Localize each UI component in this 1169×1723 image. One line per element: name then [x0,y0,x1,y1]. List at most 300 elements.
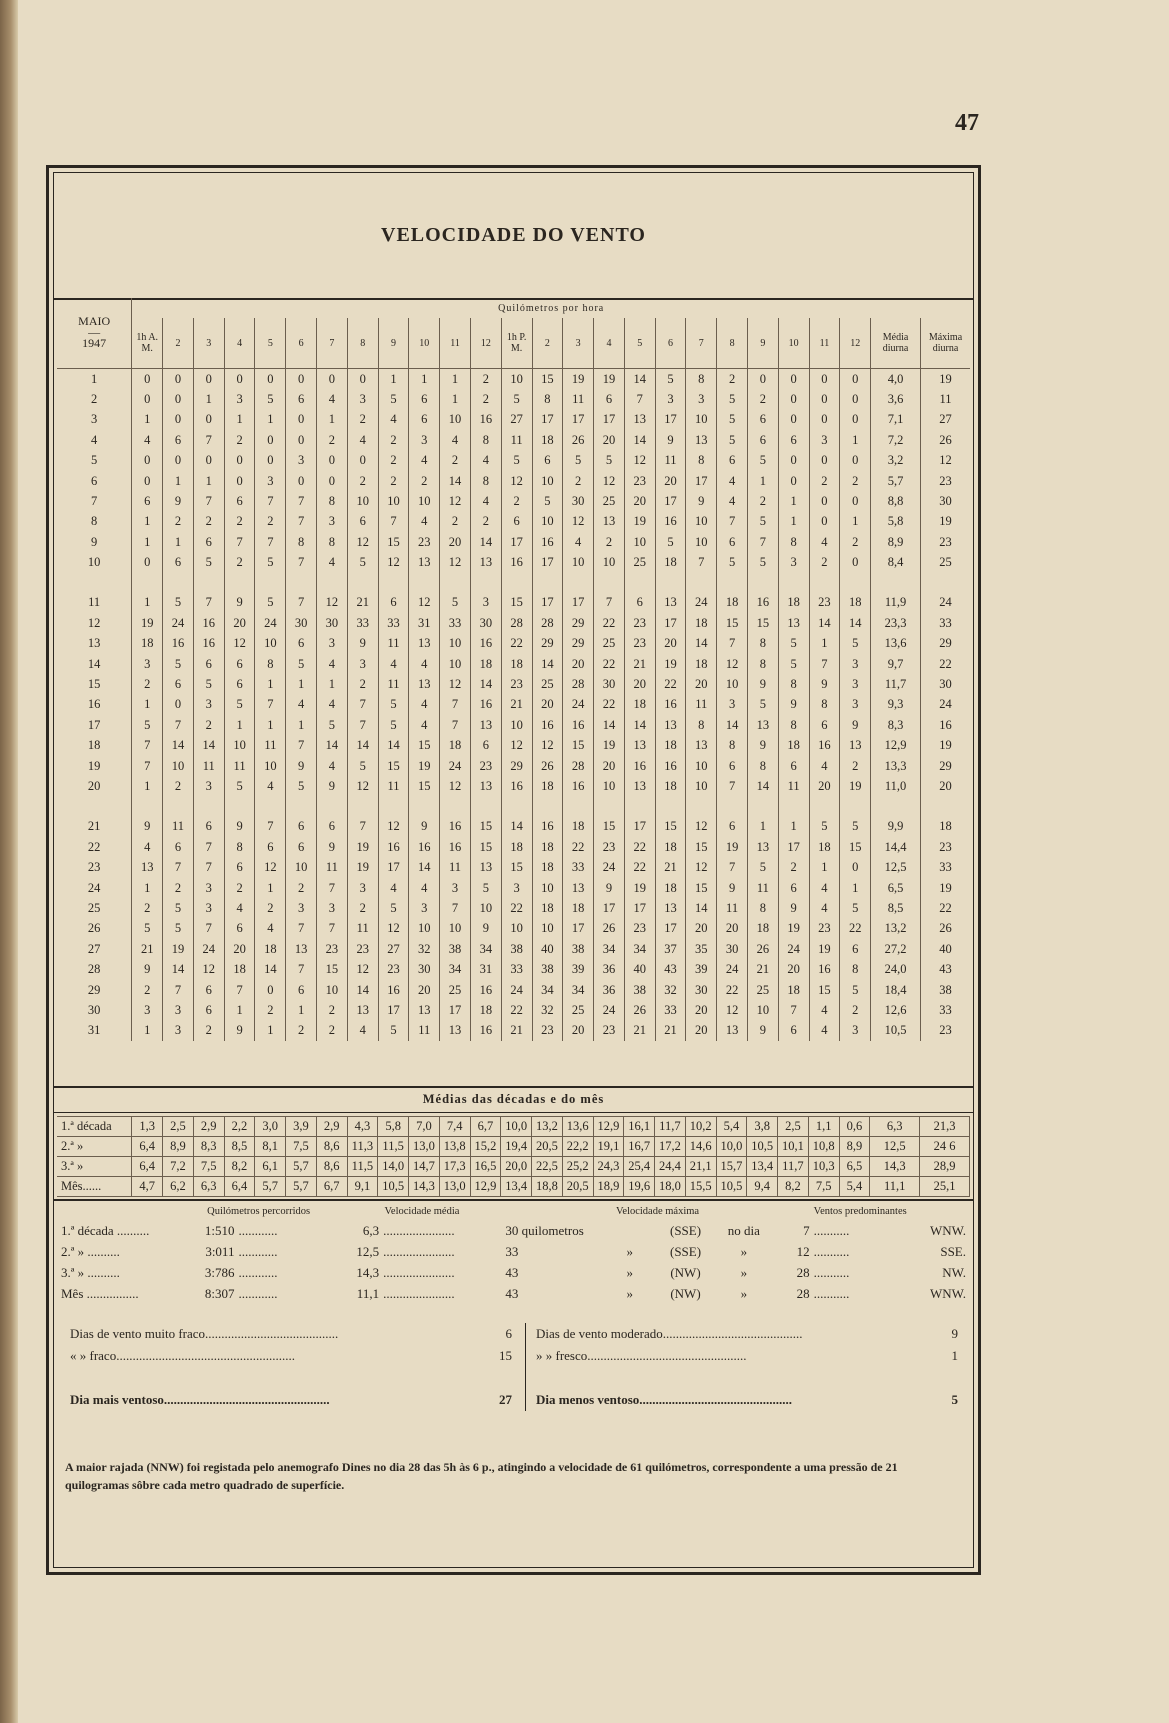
speed-cell: 17 [501,532,532,552]
speed-cell: 15 [378,532,409,552]
speed-cell: 4 [255,776,286,796]
decada-value: 10,5 [716,1177,747,1197]
table-row [57,756,970,776]
speed-cell: 7 [624,389,655,409]
speed-cell: 3 [409,430,440,450]
speed-cell: 29 [532,634,563,654]
speed-cell: 24 [163,613,194,633]
speed-cell: 34 [440,959,471,979]
speed-cell: 19 [594,736,625,756]
speed-cell: 18 [809,837,840,857]
speed-cell: 1 [132,1021,163,1041]
maxima-cell: 24 [920,695,970,715]
speed-cell: 10 [532,512,563,532]
speed-cell: 7 [255,695,286,715]
speed-cell: 23 [809,593,840,613]
speed-cell: 22 [501,898,532,918]
summary-dots1: ............ [238,1285,278,1301]
speed-cell: 2 [163,512,194,532]
speed-cell: 13 [624,410,655,430]
speed-cell: 0 [809,512,840,532]
speed-cell: 18 [470,654,501,674]
speed-cell: 13 [840,736,871,756]
decada-value: 8,2 [224,1157,255,1177]
speed-cell: 24 [563,695,594,715]
speed-cell: 0 [809,410,840,430]
speed-cell: 8 [470,471,501,491]
speed-cell: 6 [286,634,317,654]
speed-cell: 5 [747,857,778,877]
speed-cell: 1 [132,776,163,796]
speed-cell: 4 [378,410,409,430]
decada-value: 8,9 [163,1137,194,1157]
speed-cell: 5 [778,654,809,674]
speed-cell: 4 [286,695,317,715]
speed-cell: 24 [594,1000,625,1020]
speed-cell: 7 [193,593,224,613]
speed-cell: 14 [840,613,871,633]
maxima-cell: 38 [920,980,970,1000]
speed-cell: 13 [686,736,717,756]
speed-cell: 6 [532,450,563,470]
speed-cell: 16 [563,776,594,796]
speed-cell: 12 [501,471,532,491]
maxima-cell: 19 [920,878,970,898]
summary-dots1: ............ [238,1243,278,1259]
speed-cell: 15 [840,837,871,857]
speed-cell: 25 [747,980,778,1000]
decada-value: 18,0 [655,1177,686,1197]
speed-cell: 10 [440,410,471,430]
speed-cell: 11 [747,878,778,898]
speed-cell: 0 [809,491,840,511]
speed-cell: 9 [747,736,778,756]
speed-cell: 2 [840,471,871,491]
speed-cell: 7 [163,980,194,1000]
maxima-cell: 29 [920,756,970,776]
speed-cell: 12 [532,736,563,756]
speed-cell: 5 [440,593,471,613]
speed-cell: 10 [624,532,655,552]
speed-cell: 6 [747,410,778,430]
day-cell: 29 [87,982,101,997]
page-number: 47 [955,110,979,136]
media-cell: 11,9 [871,593,921,613]
speed-cell: 15 [409,776,440,796]
speed-cell: 16 [470,980,501,1000]
decada-value: 11,7 [655,1117,686,1137]
decada-value: 18,8 [532,1177,563,1197]
speed-cell: 17 [532,552,563,572]
speed-cell: 2 [286,878,317,898]
speed-cell: 22 [624,857,655,877]
speed-cell: 13 [717,1021,748,1041]
media-cell: 8,3 [871,715,921,735]
speed-cell: 13 [594,512,625,532]
speed-cell: 17 [532,410,563,430]
speed-cell: 34 [470,939,501,959]
speed-cell: 23 [624,634,655,654]
media-cell: 12,9 [871,736,921,756]
decada-value: 11,5 [378,1137,409,1157]
fraco-label: « » fraco....................................................... [70,1348,295,1363]
speed-cell: 18 [501,837,532,857]
speed-cell: 13 [132,857,163,877]
hour-header: 1h A. M. [132,318,163,368]
wind-speed-table [57,298,970,1041]
speed-cell: 10 [224,736,255,756]
decada-value: 4,7 [132,1177,163,1197]
speed-cell: 6 [224,654,255,674]
speed-cell: 18 [532,898,563,918]
summary-table [59,1202,968,1304]
speed-cell: 21 [747,959,778,979]
speed-cell: 8 [747,634,778,654]
speed-cell: 10 [686,410,717,430]
dias-table [69,1323,959,1411]
speed-cell: 9 [747,674,778,694]
decada-value: 8,6 [316,1157,347,1177]
decada-value: 13,4 [747,1157,778,1177]
speed-cell: 5 [840,980,871,1000]
hour-header: 5 [624,318,655,368]
speed-cell: 6 [594,389,625,409]
speed-cell: 4 [378,878,409,898]
footnote: A maior rajada (NNW) foi registada pelo anemografo Dines no dia 28 das 5h às 6 p., atingindo a velocidade de 61 quilómetros, correspondente a uma pressão de 21 quilogramas sôbre cada metro quadrado de superfície. [65,1460,898,1492]
speed-cell: 3 [193,695,224,715]
decadas-title: Médias das décadas e do mês [422,1092,605,1106]
hour-header: 8 [347,318,378,368]
speed-cell: 16 [809,736,840,756]
speed-cell: 4 [317,654,348,674]
speed-cell: 33 [563,857,594,877]
decada-value: 7,5 [193,1157,224,1177]
speed-cell: 12 [378,817,409,837]
speed-cell: 1 [286,715,317,735]
decada-value: 15,5 [685,1177,716,1197]
speed-cell: 16 [378,980,409,1000]
speed-cell: 33 [378,613,409,633]
speed-cell: 5 [347,756,378,776]
speed-cell: 7 [440,695,471,715]
summary-km: 3:011 [205,1243,235,1259]
summary-km: 3:786 [204,1264,235,1280]
speed-cell: 22 [717,980,748,1000]
speed-cell: 17 [532,593,563,613]
day-cell: 25 [87,900,101,915]
speed-cell: 18 [686,613,717,633]
speed-cell: 38 [440,939,471,959]
speed-cell: 5 [501,389,532,409]
speed-cell: 0 [809,450,840,470]
hour-header: 11 [440,318,471,368]
maxima-cell: 33 [920,1000,970,1020]
decada-value: 13,2 [532,1117,563,1137]
decada-value: 6,1 [255,1157,286,1177]
speed-cell: 0 [840,368,871,389]
muito-fraco-label: Dias de vento muito fraco......................................... [70,1326,339,1341]
speed-cell: 13 [624,776,655,796]
speed-cell: 34 [624,939,655,959]
speed-cell: 13 [409,634,440,654]
speed-cell: 7 [255,491,286,511]
speed-cell: 6 [840,939,871,959]
decada-value: 6,3 [870,1117,920,1137]
speed-cell: 19 [347,837,378,857]
speed-cell: 0 [193,450,224,470]
speed-cell: 17 [655,919,686,939]
speed-cell: 7 [286,736,317,756]
speed-cell: 3 [193,898,224,918]
summary-media: 6,3 [362,1222,380,1238]
speed-cell: 3 [132,654,163,674]
speed-cell: 14 [347,736,378,756]
speed-cell: 1 [809,857,840,877]
decada-value: 12,9 [593,1117,624,1137]
speed-cell: 10 [440,919,471,939]
speed-cell: 16 [440,817,471,837]
speed-cell: 21 [501,1021,532,1041]
maxima-diurna-header: Máxima diurna [920,318,970,368]
speed-cell: 0 [778,410,809,430]
speed-cell: 2 [409,471,440,491]
maxima-cell: 19 [920,368,970,389]
speed-cell: 1 [132,532,163,552]
speed-cell: 13 [747,715,778,735]
maxima-cell: 43 [920,959,970,979]
speed-cell: 7 [255,817,286,837]
day-cell: 16 [87,697,101,712]
speed-cell: 15 [655,817,686,837]
speed-cell: 13 [470,776,501,796]
speed-cell: 4 [409,695,440,715]
decada-value: 24 6 [920,1137,970,1157]
summary-max: 43 [505,1285,519,1301]
speed-cell: 5 [747,512,778,532]
decada-value: 16,1 [624,1117,655,1137]
ventos-header: Ventos predominantes [813,1205,907,1217]
table-row [57,837,970,857]
speed-cell: 9 [686,491,717,511]
speed-cell: 2 [809,471,840,491]
speed-cell: 23 [594,1021,625,1041]
speed-cell: 14 [686,634,717,654]
speed-cell: 19 [132,613,163,633]
speed-cell: 1 [163,532,194,552]
decada-value: 8,9 [839,1137,870,1157]
speed-cell: 0 [747,368,778,389]
speed-cell: 3 [193,878,224,898]
speed-cell: 12 [378,919,409,939]
speed-cell: 4 [809,756,840,776]
speed-cell: 0 [163,389,194,409]
speed-cell: 1 [255,1021,286,1041]
speed-cell: 1 [809,634,840,654]
speed-cell: 20 [686,1021,717,1041]
speed-cell: 1 [132,410,163,430]
media-cell: 27,2 [871,939,921,959]
speed-cell: 7 [686,552,717,572]
speed-cell: 12 [347,776,378,796]
decada-value: 3,0 [255,1117,286,1137]
speed-cell: 5 [778,634,809,654]
speed-cell: 5 [563,450,594,470]
decada-value: 1,1 [808,1117,839,1137]
table-row [57,817,970,837]
speed-cell: 10 [686,776,717,796]
speed-cell: 15 [717,613,748,633]
decada-value: 7,5 [286,1137,317,1157]
speed-cell: 10 [378,491,409,511]
table-row [57,634,970,654]
table-row [57,593,970,613]
media-cell: 9,7 [871,654,921,674]
speed-cell: 0 [163,450,194,470]
speed-cell: 7 [347,715,378,735]
summary-dia-lbl: » [740,1243,748,1259]
speed-cell: 30 [717,939,748,959]
speed-cell: 23 [501,674,532,694]
speed-cell: 14 [532,654,563,674]
fresco-value: 1 [951,1348,958,1363]
speed-cell: 10 [686,532,717,552]
speed-cell: 14 [470,674,501,694]
speed-cell: 10 [532,919,563,939]
speed-cell: 29 [563,634,594,654]
speed-cell: 16 [501,552,532,572]
spacer-row [57,573,970,593]
speed-cell: 6 [501,512,532,532]
speed-cell: 5 [840,634,871,654]
maxima-cell: 12 [920,450,970,470]
speed-cell: 18 [686,654,717,674]
speed-cell: 2 [378,450,409,470]
speed-cell: 5 [717,410,748,430]
speed-cell: 33 [347,613,378,633]
speed-cell: 17 [655,491,686,511]
maxima-cell: 22 [920,654,970,674]
speed-cell: 14 [624,430,655,450]
decada-value: 2,2 [224,1117,255,1137]
km-header: Quilómetros percorridos [207,1205,311,1217]
speed-cell: 5 [163,919,194,939]
speed-cell: 1 [255,410,286,430]
day-cell: 12 [87,615,101,630]
speed-cell: 13 [470,715,501,735]
speed-cell: 39 [686,959,717,979]
speed-cell: 3 [255,471,286,491]
speed-cell: 2 [224,552,255,572]
decada-value: 3,9 [286,1117,317,1137]
decada-value: 8,1 [255,1137,286,1157]
media-cell: 7,1 [871,410,921,430]
speed-cell: 14 [809,613,840,633]
speed-cell: 26 [594,919,625,939]
speed-cell: 20 [624,491,655,511]
day-cell: 23 [87,860,101,875]
speed-cell: 2 [255,1000,286,1020]
speed-cell: 14 [686,898,717,918]
hour-header: 6 [286,318,317,368]
speed-cell: 15 [470,837,501,857]
speed-cell: 2 [594,532,625,552]
decada-value: 12,5 [870,1137,920,1157]
speed-cell: 21 [347,593,378,613]
speed-cell: 16 [532,715,563,735]
media-cell: 11,7 [871,674,921,694]
summary-label: 2.ª » .......... [61,1243,120,1259]
table-row [57,674,970,694]
summary-dir: (SSE) [669,1243,702,1259]
summary-vento: SSE. [940,1243,966,1259]
speed-cell: 28 [563,756,594,776]
decada-value: 5,8 [378,1117,409,1137]
table-row [57,430,970,450]
speed-cell: 21 [655,1021,686,1041]
summary-dots2: ...................... [383,1243,455,1259]
decada-value: 24,4 [655,1157,686,1177]
speed-cell: 4 [409,715,440,735]
speed-cell: 33 [440,613,471,633]
speed-cell: 0 [809,389,840,409]
speed-cell: 14 [378,736,409,756]
decada-value: 9,4 [747,1177,778,1197]
decada-value: 20,5 [562,1177,593,1197]
speed-cell: 0 [132,450,163,470]
speed-cell: 25 [532,674,563,694]
speed-cell: 10 [686,512,717,532]
speed-cell: 2 [747,389,778,409]
media-cell: 6,5 [871,878,921,898]
speed-cell: 17 [655,410,686,430]
table-row [57,471,970,491]
speed-cell: 5 [501,450,532,470]
speed-cell: 32 [532,1000,563,1020]
day-cell: 9 [91,534,98,549]
speed-cell: 5 [286,776,317,796]
speed-cell: 8 [809,695,840,715]
speed-cell: 7 [193,491,224,511]
speed-cell: 0 [193,368,224,389]
speed-cell: 12 [717,654,748,674]
speed-cell: 2 [347,471,378,491]
speed-cell: 12 [563,512,594,532]
decada-value: 10,3 [808,1157,839,1177]
speed-cell: 14 [317,736,348,756]
speed-cell: 7 [286,959,317,979]
speed-cell: 11 [224,756,255,776]
decada-label: 1.ª década [57,1117,132,1137]
speed-cell: 5 [378,715,409,735]
media-cell: 12,6 [871,1000,921,1020]
speed-cell: 5 [655,368,686,389]
speed-cell: 0 [317,450,348,470]
speed-cell: 9 [224,1021,255,1041]
speed-cell: 33 [501,959,532,979]
speed-cell: 18 [501,654,532,674]
hour-header: 7 [686,318,717,368]
speed-cell: 15 [378,756,409,776]
hour-header: 5 [255,318,286,368]
summary-q: » [626,1285,633,1301]
decada-value: 13,0 [439,1177,470,1197]
speed-cell: 2 [840,532,871,552]
speed-cell: 6 [717,817,748,837]
fraco-value: 15 [499,1348,512,1363]
speed-cell: 0 [163,695,194,715]
speed-cell: 9 [224,817,255,837]
maxima-cell: 23 [920,532,970,552]
